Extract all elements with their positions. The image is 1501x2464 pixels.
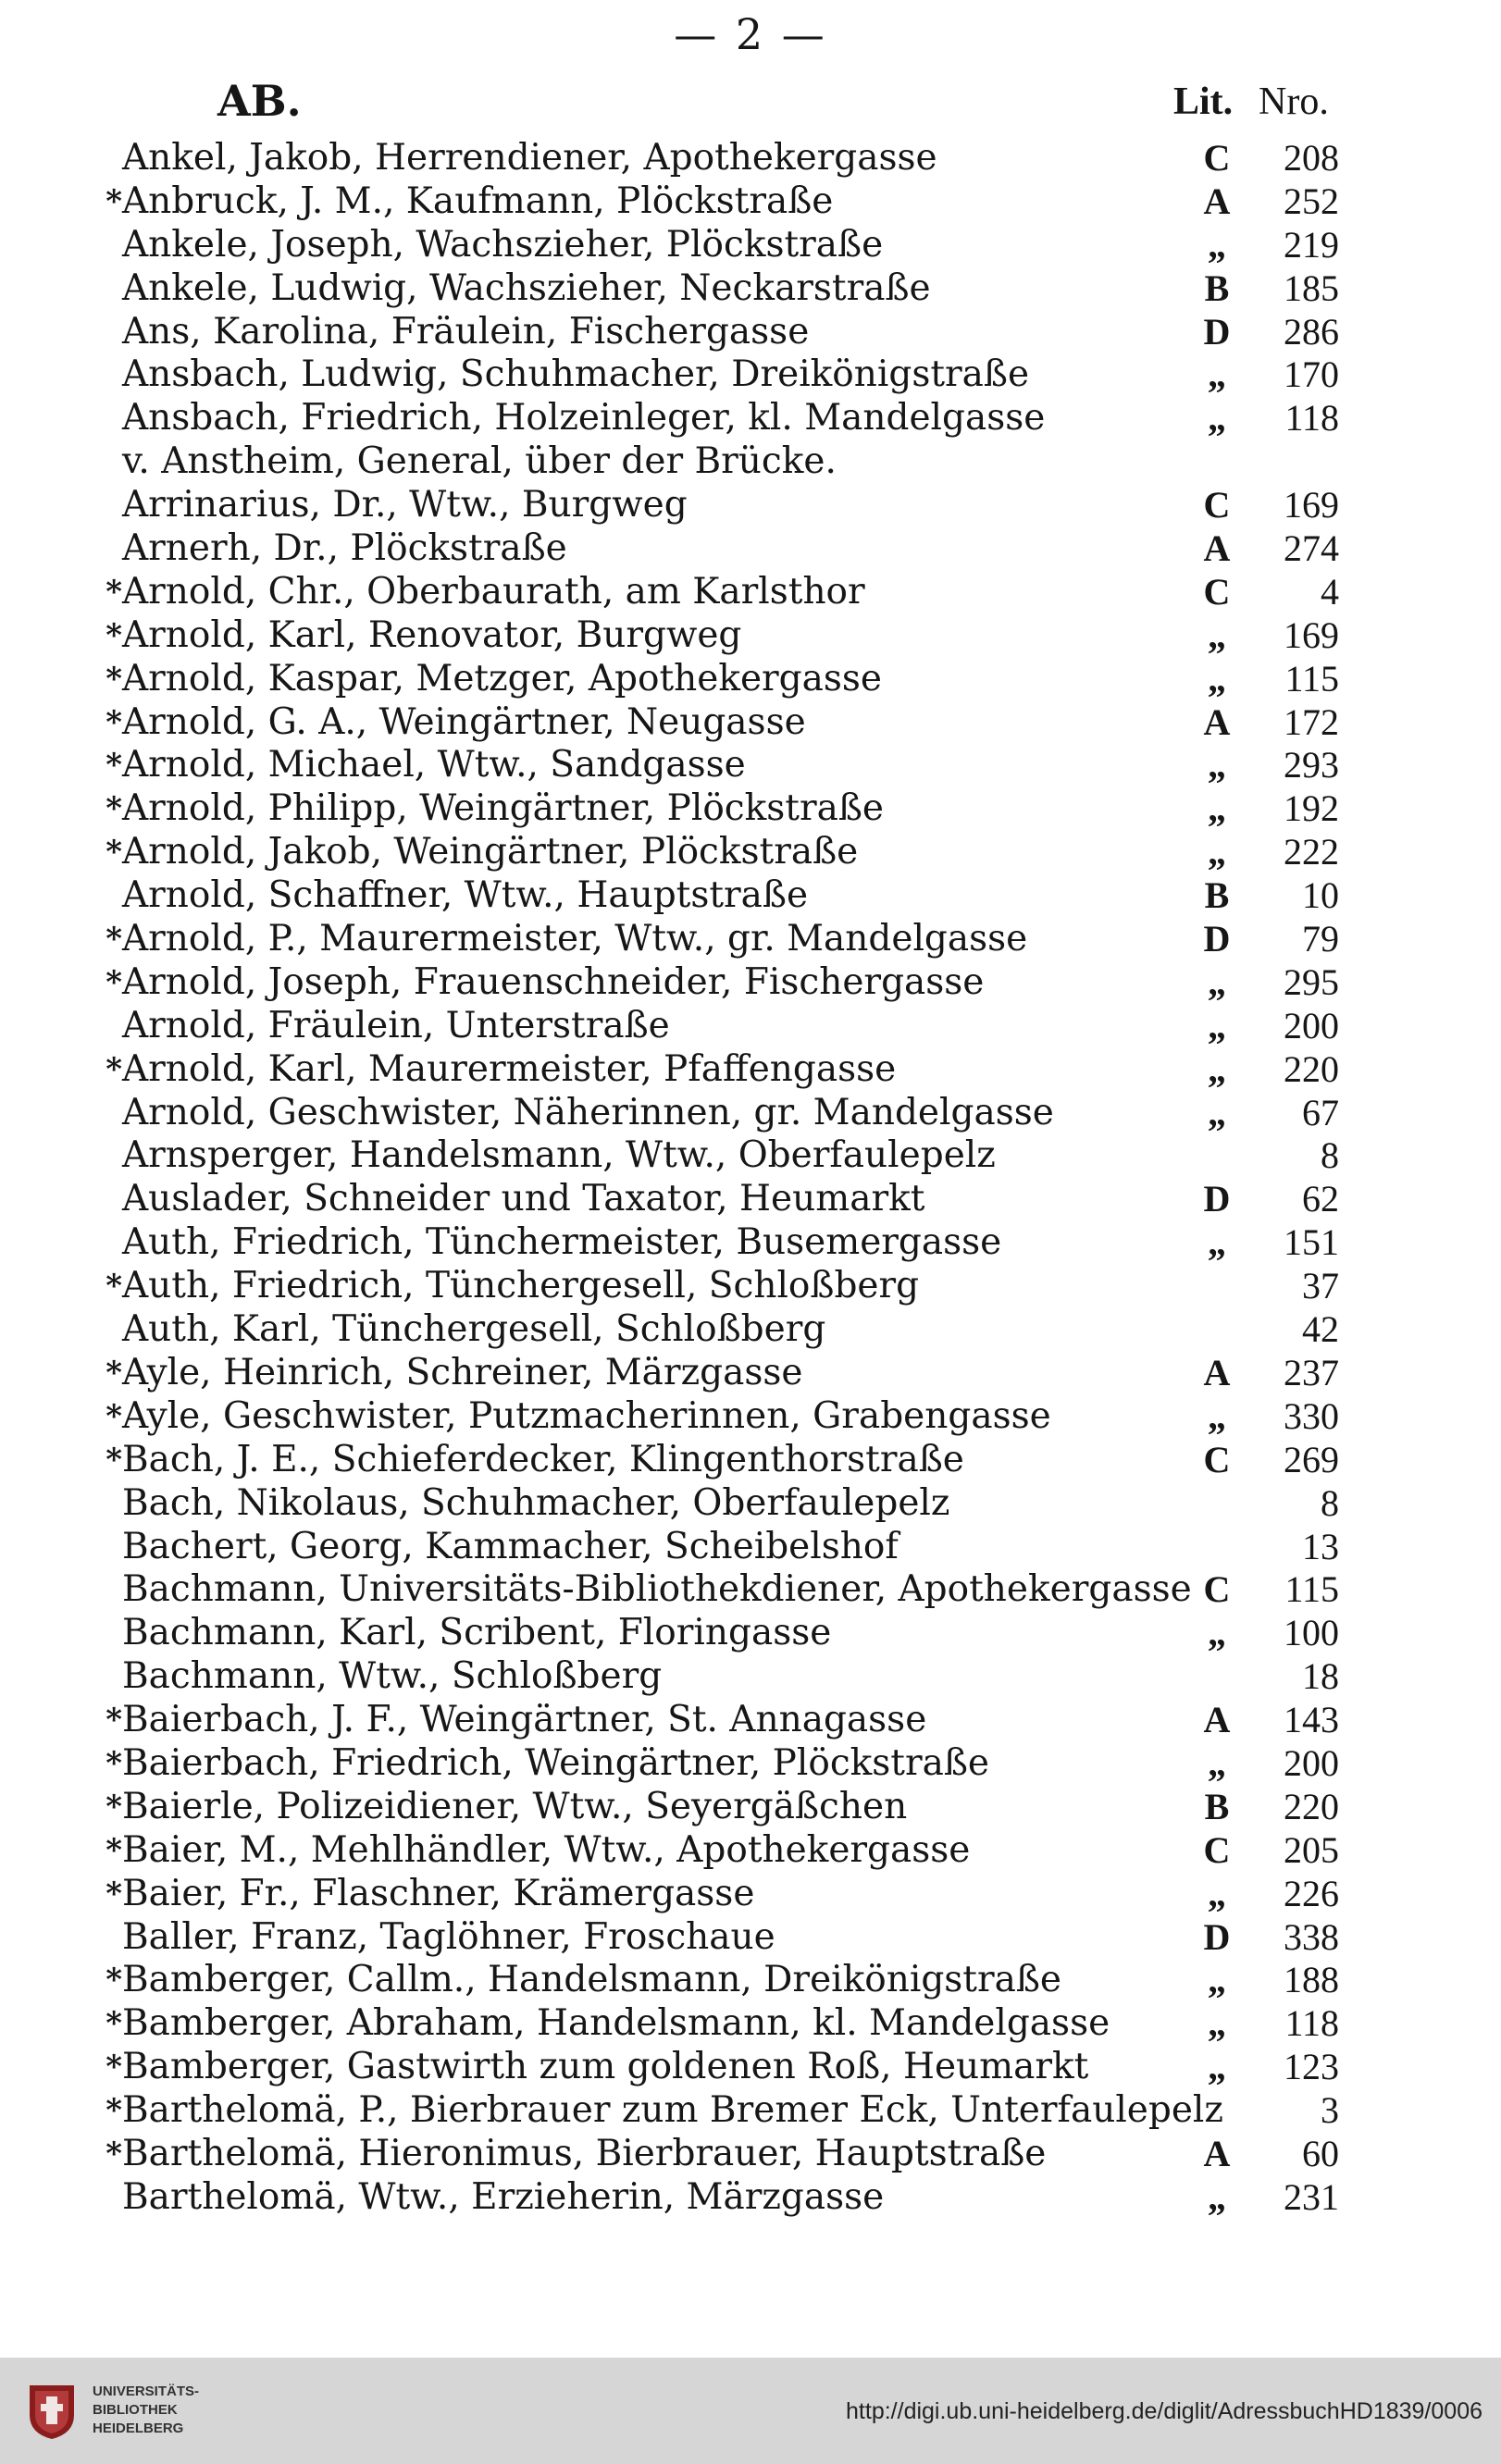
list-item [0, 787, 1501, 831]
entry-star-marker: * [105, 1354, 122, 1392]
entry-nro: 115 [1284, 657, 1339, 700]
list-item [0, 1568, 1501, 1612]
entry-nro: 67 [1302, 1091, 1339, 1133]
entry-lit: „ [1208, 1741, 1226, 1784]
entry-nro: 269 [1284, 1438, 1339, 1480]
list-item [0, 1959, 1501, 2002]
entry-nro: 123 [1284, 2046, 1339, 2088]
entry-name: Bachmann, Universitäts-Bibliothekdiener, Apothekergasse [122, 1568, 1192, 1611]
entry-name: Arnold, Fräulein, Unterstraße [122, 1004, 670, 1046]
entry-name: Arnold, G. A., Weingärtner, Neugasse [122, 700, 806, 743]
entry-nro: 222 [1284, 831, 1339, 873]
entry-lit: B [1204, 874, 1230, 917]
entry-lit: „ [1208, 787, 1226, 830]
library-name [93, 2383, 199, 2438]
entry-nro: 172 [1284, 700, 1339, 743]
entry-nro: 115 [1284, 1568, 1339, 1611]
list-item [0, 744, 1501, 787]
list-item [0, 874, 1501, 918]
list-item [0, 353, 1501, 397]
entry-name: Arnerh, Dr., Plöckstraße [122, 527, 567, 570]
entry-lit: B [1204, 1785, 1230, 1827]
entry-nro: 330 [1284, 1394, 1339, 1437]
list-item [0, 2002, 1501, 2046]
entry-star-marker: * [105, 1268, 122, 1306]
footer-bar [0, 2358, 1501, 2464]
entry-name: v. Anstheim, General, über der Brücke. [122, 440, 837, 483]
entry-name: Auslader, Schneider und Taxator, Heumarkt [122, 1178, 925, 1220]
entry-lit: „ [1208, 831, 1226, 873]
entry-lit: „ [1208, 613, 1226, 656]
entry-name: Bamberger, Gastwirth zum goldenen Roß, Heumarkt [122, 2046, 1089, 2088]
entry-nro: 185 [1284, 266, 1339, 309]
list-item [0, 440, 1501, 484]
entry-name: Arnold, Kaspar, Metzger, Apothekergasse [122, 657, 882, 700]
entry-name: Ayle, Geschwister, Putzmacherinnen, Grabengasse [122, 1394, 1051, 1437]
entry-lit: A [1203, 1351, 1231, 1393]
entry-name: Arnold, Karl, Maurermeister, Pfaffengasse [122, 1047, 897, 1090]
list-item [0, 137, 1501, 180]
entry-lit: C [1203, 570, 1231, 613]
entry-lit: „ [1208, 2175, 1226, 2218]
entry-name: Auth, Friedrich, Tünchermeister, Busemergasse [122, 1221, 1002, 1264]
entry-lit: „ [1208, 1872, 1226, 1914]
university-seal-icon [24, 2378, 80, 2443]
list-item [0, 658, 1501, 701]
entry-name: Arnold, Joseph, Frauenschneider, Fischergasse [122, 960, 985, 1003]
entry-nro: 274 [1284, 527, 1339, 570]
entry-nro: 4 [1321, 570, 1339, 613]
list-item [0, 1829, 1501, 1873]
source-url[interactable]: http://digi.ub.uni-heidelberg.de/diglit/AdressbuchHD1839/0006 [846, 2398, 1482, 2424]
entry-star-marker: * [105, 1788, 122, 1826]
entry-name: Anbruck, J. M., Kaufmann, Plöckstraße [122, 180, 834, 222]
entry-name: Auth, Karl, Tünchergesell, Schloßberg [122, 1308, 826, 1351]
entry-nro: 192 [1284, 787, 1339, 830]
entry-lit: „ [1208, 1612, 1226, 1654]
column-header-lit: Lit. [1173, 80, 1234, 123]
library-name-line: HEIDELBERG [93, 2421, 184, 2436]
list-item [0, 1265, 1501, 1308]
entry-star-marker: * [105, 1702, 122, 1740]
entry-star-marker: * [105, 616, 122, 654]
entry-star-marker: * [105, 1441, 122, 1479]
entry-nro: 118 [1284, 2002, 1339, 2045]
entry-name: Bachmann, Karl, Scribent, Floringasse [122, 1612, 832, 1654]
entry-nro: 220 [1284, 1785, 1339, 1827]
entry-nro: 200 [1284, 1741, 1339, 1784]
entry-star-marker: * [105, 2135, 122, 2173]
list-item [0, 311, 1501, 354]
entry-name: Baierbach, Friedrich, Weingärtner, Plöckstraße [122, 1741, 990, 1784]
entry-name: Barthelomä, Hieronimus, Bierbrauer, Hauptstraße [122, 2132, 1047, 2174]
entry-name: Arnold, Philipp, Weingärtner, Plöckstraße [122, 787, 884, 830]
list-item [0, 527, 1501, 571]
entry-lit: A [1203, 2132, 1231, 2174]
list-item [0, 1048, 1501, 1092]
entry-nro: 169 [1284, 613, 1339, 656]
entry-nro: 143 [1284, 1699, 1339, 1741]
entry-name: Arnold, Jakob, Weingärtner, Plöckstraße [122, 831, 859, 873]
list-item [0, 1178, 1501, 1221]
entry-name: Ankele, Joseph, Wachszieher, Plöckstraße [122, 223, 884, 266]
list-item [0, 2133, 1501, 2176]
entry-name: Bachmann, Wtw., Schloßberg [122, 1655, 663, 1698]
entry-lit: D [1203, 918, 1231, 960]
entry-name: Ankel, Jakob, Herrendiener, Apothekergasse [122, 137, 937, 179]
entry-nro: 286 [1284, 310, 1339, 353]
entry-name: Bamberger, Abraham, Handelsmann, kl. Mandelgasse [122, 2002, 1110, 2045]
entry-lit: C [1203, 137, 1231, 179]
entry-nro: 118 [1284, 397, 1339, 440]
entry-lit: C [1203, 1568, 1231, 1611]
entry-name: Arnsperger, Handelsmann, Wtw., Oberfaulepelz [122, 1134, 996, 1177]
entry-star-marker: * [105, 573, 122, 611]
library-name-line: BIBLIOTHEK [93, 2402, 178, 2418]
list-item [0, 1612, 1501, 1655]
entry-nro: 60 [1302, 2132, 1339, 2174]
entry-lit: „ [1208, 1091, 1226, 1133]
entry-nro: 18 [1302, 1655, 1339, 1698]
list-item [0, 1482, 1501, 1526]
entry-star-marker: * [105, 834, 122, 872]
list-item [0, 1742, 1501, 1786]
entry-star-marker: * [105, 1744, 122, 1782]
entry-lit: „ [1208, 2002, 1226, 2045]
entry-name: Bachert, Georg, Kammacher, Scheibelshof [122, 1525, 899, 1567]
entry-star-marker: * [105, 1050, 122, 1088]
list-item [0, 1092, 1501, 1135]
entry-name: Ansbach, Ludwig, Schuhmacher, Dreikönigstraße [122, 353, 1030, 396]
entry-star-marker: * [105, 1831, 122, 1869]
entry-nro: 226 [1284, 1872, 1339, 1914]
list-item [0, 831, 1501, 874]
entry-name: Auth, Friedrich, Tünchergesell, Schloßberg [122, 1265, 920, 1307]
entry-lit: C [1203, 1438, 1231, 1480]
entry-lit: „ [1208, 397, 1226, 440]
entry-nro: 295 [1284, 960, 1339, 1003]
list-item [0, 1134, 1501, 1178]
entry-nro: 252 [1284, 180, 1339, 222]
entry-nro: 338 [1284, 1915, 1339, 1958]
entry-lit: C [1203, 484, 1231, 526]
entry-lit: „ [1208, 960, 1226, 1003]
entry-nro: 79 [1302, 918, 1339, 960]
entry-lit: „ [1208, 1394, 1226, 1437]
entry-lit: „ [1208, 353, 1226, 396]
entry-nro: 169 [1284, 484, 1339, 526]
entry-lit: „ [1208, 657, 1226, 700]
entry-name: Ansbach, Friedrich, Holzeinleger, kl. Mandelgasse [122, 397, 1046, 440]
entry-name: Arnold, Schaffner, Wtw., Hauptstraße [122, 874, 809, 917]
entry-name: Barthelomä, Wtw., Erzieherin, Märzgasse [122, 2175, 885, 2218]
entry-lit: C [1203, 1828, 1231, 1871]
page-number: — 2 — [674, 9, 827, 59]
list-item [0, 224, 1501, 267]
list-item [0, 1526, 1501, 1569]
entry-name: Baier, M., Mehlhändler, Wtw., Apothekergasse [122, 1828, 971, 1871]
entry-nro: 188 [1284, 1959, 1339, 2001]
list-item [0, 2176, 1501, 2220]
entry-nro: 62 [1302, 1178, 1339, 1220]
entry-nro: 170 [1284, 353, 1339, 396]
list-item [0, 1352, 1501, 1395]
entry-star-marker: * [105, 2005, 122, 2043]
entry-nro: 10 [1302, 874, 1339, 917]
list-item [0, 701, 1501, 745]
entry-nro: 208 [1284, 137, 1339, 179]
entry-nro: 13 [1302, 1525, 1339, 1567]
entry-nro: 237 [1284, 1351, 1339, 1393]
entry-lit: „ [1208, 1221, 1226, 1264]
list-item [0, 1873, 1501, 1916]
list-item [0, 484, 1501, 527]
list-item [0, 1221, 1501, 1265]
list-item [0, 1916, 1501, 1960]
list-item [0, 180, 1501, 224]
entry-name: Bamberger, Callm., Handelsmann, Dreikönigstraße [122, 1959, 1062, 2001]
entry-name: Baierle, Polizeidiener, Wtw., Seyergäßchen [122, 1785, 908, 1827]
entry-name: Ankele, Ludwig, Wachszieher, Neckarstraße [122, 266, 931, 309]
entry-name: Baier, Fr., Flaschner, Krämergasse [122, 1872, 755, 1914]
entry-name: Barthelomä, P., Bierbrauer zum Bremer Eck, Unterfaulepelz [122, 2089, 1223, 2132]
entry-lit: „ [1208, 2046, 1226, 2088]
entry-star-marker: * [105, 1875, 122, 1913]
entry-nro: 8 [1321, 1481, 1339, 1524]
list-item [0, 614, 1501, 658]
entry-star-marker: * [105, 921, 122, 959]
entry-lit: D [1203, 1915, 1231, 1958]
section-letter: AB. [217, 76, 302, 126]
list-item [0, 1005, 1501, 1048]
entry-name: Bach, Nikolaus, Schuhmacher, Oberfaulepelz [122, 1481, 950, 1524]
entry-star-marker: * [105, 2049, 122, 2086]
entry-name: Arnold, Karl, Renovator, Burgweg [122, 613, 742, 656]
directory-entries [0, 137, 1501, 2220]
entry-star-marker: * [105, 660, 122, 698]
list-item [0, 1699, 1501, 1742]
entry-nro: 231 [1284, 2175, 1339, 2218]
entry-name: Arnold, Chr., Oberbaurath, am Karlsthor [122, 570, 865, 613]
list-item [0, 1439, 1501, 1482]
entry-star-marker: * [105, 963, 122, 1001]
entry-name: Bach, J. E., Schieferdecker, Klingenthorstraße [122, 1438, 964, 1480]
list-item [0, 1655, 1501, 1699]
entry-star-marker: * [105, 1397, 122, 1435]
entry-nro: 220 [1284, 1047, 1339, 1090]
entry-lit: „ [1208, 744, 1226, 786]
entry-name: Baierbach, J. F., Weingärtner, St. Annagasse [122, 1699, 927, 1741]
entry-nro: 42 [1302, 1308, 1339, 1351]
list-item [0, 1395, 1501, 1439]
entry-name: Arnold, Geschwister, Näherinnen, gr. Mandelgasse [122, 1091, 1054, 1133]
list-item [0, 918, 1501, 961]
entry-star-marker: * [105, 747, 122, 785]
entry-lit: A [1203, 527, 1231, 570]
entry-name: Ayle, Heinrich, Schreiner, Märzgasse [122, 1351, 803, 1393]
column-header-nro: Nro. [1259, 80, 1329, 123]
list-item [0, 267, 1501, 311]
list-item [0, 2089, 1501, 2133]
entry-lit: D [1203, 1178, 1231, 1220]
library-name-line: UNIVERSITÄTS- [93, 2384, 200, 2399]
entry-nro: 100 [1284, 1612, 1339, 1654]
entry-name: Baller, Franz, Taglöhner, Froschaue [122, 1915, 775, 1958]
list-item [0, 397, 1501, 440]
list-item [0, 571, 1501, 614]
entry-name: Ans, Karolina, Fräulein, Fischergasse [122, 310, 810, 353]
entry-star-marker: * [105, 2092, 122, 2130]
entry-lit: „ [1208, 1047, 1226, 1090]
entry-nro: 3 [1321, 2089, 1339, 2132]
entry-nro: 37 [1302, 1265, 1339, 1307]
entry-nro: 8 [1321, 1134, 1339, 1177]
entry-lit: „ [1208, 1004, 1226, 1046]
entry-lit: A [1203, 700, 1231, 743]
entry-star-marker: * [105, 703, 122, 741]
list-item [0, 1308, 1501, 1352]
entry-nro: 205 [1284, 1828, 1339, 1871]
entry-name: Arrinarius, Dr., Wtw., Burgweg [122, 484, 688, 526]
entry-nro: 200 [1284, 1004, 1339, 1046]
entry-star-marker: * [105, 1962, 122, 2000]
entry-star-marker: * [105, 790, 122, 828]
list-item [0, 961, 1501, 1005]
entry-lit: „ [1208, 223, 1226, 266]
entry-nro: 219 [1284, 223, 1339, 266]
entry-nro: 293 [1284, 744, 1339, 786]
entry-nro: 151 [1284, 1221, 1339, 1264]
entry-star-marker: * [105, 182, 122, 220]
entry-lit: A [1203, 1699, 1231, 1741]
entry-lit: „ [1208, 1959, 1226, 2001]
entry-lit: A [1203, 180, 1231, 222]
entry-name: Arnold, Michael, Wtw., Sandgasse [122, 744, 746, 786]
list-item [0, 2046, 1501, 2089]
entry-lit: B [1204, 266, 1230, 309]
entry-lit: D [1203, 310, 1231, 353]
list-item [0, 1786, 1501, 1829]
entry-name: Arnold, P., Maurermeister, Wtw., gr. Mandelgasse [122, 918, 1028, 960]
